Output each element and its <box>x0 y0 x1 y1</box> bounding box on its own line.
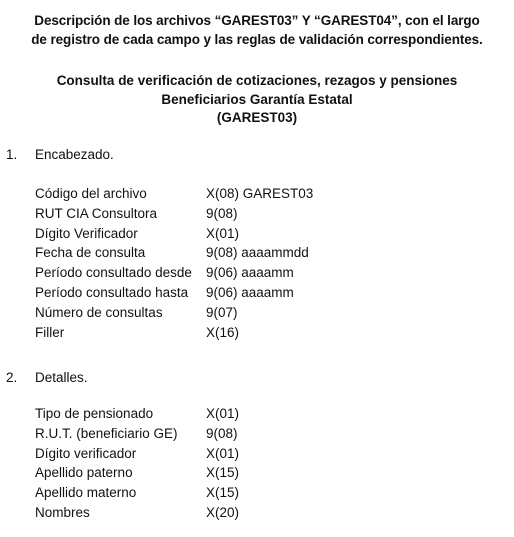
field-name: Filler <box>35 324 65 340</box>
field-name: Fecha de consulta <box>35 245 146 261</box>
field-format: 9(08) <box>206 205 238 221</box>
field-format: 9(06) aaaamm <box>206 265 294 281</box>
field-name: RUT CIA Consultora <box>35 205 158 221</box>
field-row <box>0 483 514 503</box>
document-title <box>0 11 514 49</box>
field-format: 9(07) <box>206 304 238 320</box>
field-format: X(16) <box>206 324 240 340</box>
field-row <box>0 404 514 424</box>
field-format: X(15) <box>206 485 240 501</box>
field-format: 9(08) aaaammdd <box>206 245 309 261</box>
field-row <box>0 303 514 323</box>
field-name: Tipo de pensionado <box>35 406 154 421</box>
field-row <box>0 424 514 444</box>
field-format: X(15) <box>206 465 240 481</box>
field-name: Dígito verificador <box>35 445 137 461</box>
field-list-encabezado <box>0 184 514 342</box>
file-subtitle-line-2: Beneficiarios Garantía Estatal <box>161 91 353 107</box>
field-format: 9(06) aaaamm <box>206 284 294 300</box>
section-number: 1. <box>6 147 18 162</box>
field-row <box>0 224 514 244</box>
field-format: X(01) <box>206 406 240 421</box>
field-name: Período consultado hasta <box>35 284 189 300</box>
field-row <box>0 463 514 483</box>
field-row <box>0 444 514 464</box>
field-name: Período consultado desde <box>35 265 192 281</box>
section-number: 2. <box>6 370 18 385</box>
field-format: X(20) <box>206 504 240 520</box>
field-name: Código del archivo <box>35 186 147 201</box>
file-subtitle-line-1: Consulta de verificación de cotizaciones, rezagos y pensiones <box>56 73 458 88</box>
section-title: Encabezado. <box>35 147 114 162</box>
field-name: Nombres <box>35 504 90 520</box>
field-name: Dígito Verificador <box>35 225 138 241</box>
field-format: X(01) <box>206 225 240 241</box>
field-name: R.U.T. (beneficiario GE) <box>35 425 178 441</box>
field-row <box>0 503 514 523</box>
field-format: X(01) <box>206 445 240 461</box>
file-subtitle <box>0 72 514 128</box>
document-title-line-1: Descripción de los archivos “GAREST03” Y “GAREST04”, con el largo <box>34 13 480 28</box>
field-format: X(08) GAREST03 <box>206 186 314 201</box>
field-name: Apellido paterno <box>35 465 133 481</box>
document-title-line-2: de registro de cada campo y las reglas de validación correspondientes. <box>31 32 483 47</box>
field-row <box>0 184 514 204</box>
field-format: 9(08) <box>206 425 238 441</box>
field-name: Apellido materno <box>35 485 137 501</box>
field-list-detalles <box>0 404 514 523</box>
field-name: Número de consultas <box>35 304 163 320</box>
field-row <box>0 204 514 224</box>
field-row <box>0 263 514 283</box>
field-row <box>0 243 514 263</box>
section-title: Detalles. <box>35 370 88 385</box>
file-subtitle-line-3: (GAREST03) <box>216 110 298 125</box>
field-row <box>0 283 514 303</box>
field-row <box>0 323 514 343</box>
